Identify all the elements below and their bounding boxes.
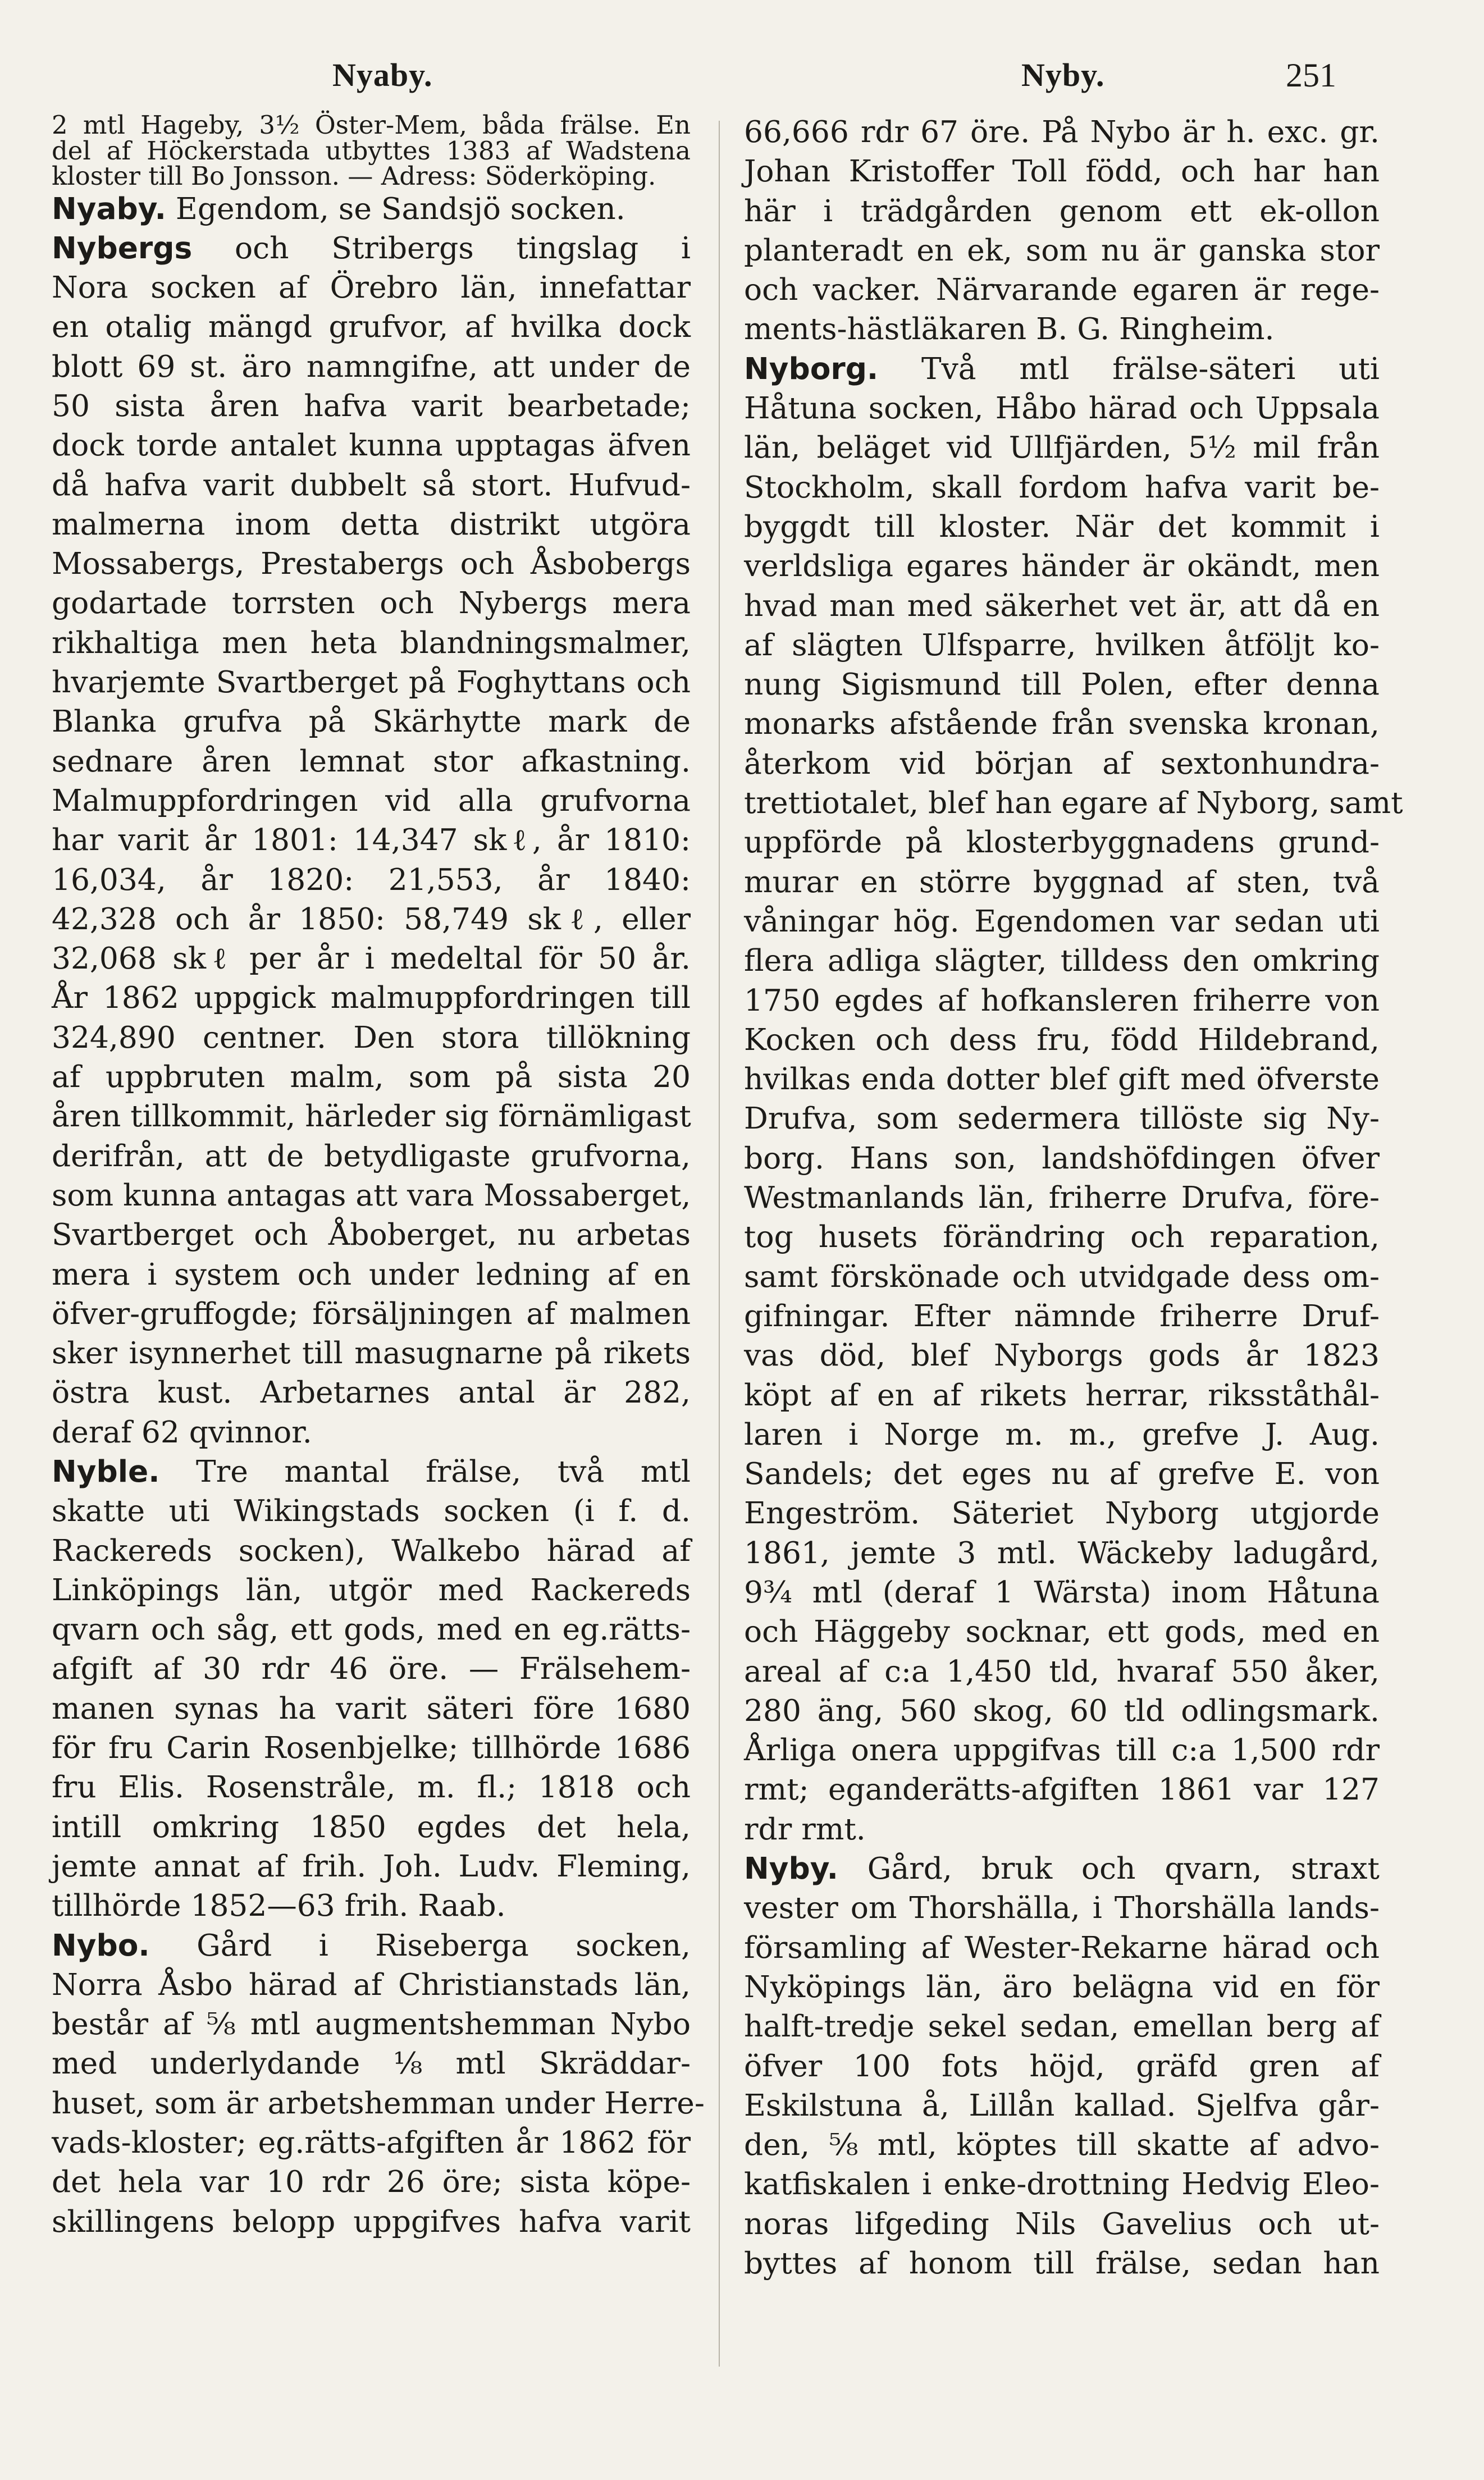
right-line: areal af c:a 1,450 tld, hvaraf 550 åker, xyxy=(744,1653,1380,1689)
right-line: halft-tredje sekel sedan, emellan berg af xyxy=(744,2008,1380,2044)
left-line: Nora socken af Örebro län, innefattar xyxy=(52,270,691,305)
entry-text: Gård i Riseberga socken, xyxy=(149,1927,691,1963)
left-line: sednare åren lemnat stor afkastning. xyxy=(52,743,691,779)
right-line: vester om Thorshälla, i Thorshälla lands- xyxy=(744,1890,1380,1926)
left-line: hvarjemte Svartberget på Foghyttans och xyxy=(52,664,691,700)
running-head-right: Nyby. xyxy=(1021,57,1105,93)
left-line: Norra Åsbo härad af Christianstads län, xyxy=(52,1966,691,2002)
left-line: sker isynnerhet till masugnarne på rikets xyxy=(52,1335,691,1371)
left-line: östra kust. Arbetarnes antal är 282, xyxy=(52,1374,691,1410)
left-line: jemte annat af frih. Joh. Ludv. Fleming, xyxy=(52,1848,691,1884)
entry-text: Två mtl frälse-säteri uti xyxy=(878,350,1380,386)
left-line: Mossabergs, Prestabergs och Åsbobergs xyxy=(52,546,691,582)
right-line: och vacker. Närvarande egaren är rege- xyxy=(744,272,1380,308)
right-line: Stockholm, skall fordom hafva varit be- xyxy=(744,469,1380,505)
left-column xyxy=(52,110,705,2241)
page-number: 251 xyxy=(1286,57,1336,94)
left-line: Svartberget och Åboberget, nu arbetas xyxy=(52,1217,691,1253)
left-line: deraf 62 qvinnor. xyxy=(52,1414,312,1450)
entry-headword: Nyble. xyxy=(52,1454,160,1489)
entry-headword: Nyby. xyxy=(744,1851,838,1887)
right-line: Håtuna socken, Håbo härad och Uppsala xyxy=(744,390,1380,426)
left-line: Malmuppfordringen vid alla grufvorna xyxy=(52,782,691,818)
right-line: köpt af en af rikets herrar, riksståthål- xyxy=(744,1377,1380,1413)
left-line: rikhaltiga men heta blandningsmalmer, xyxy=(52,624,691,660)
right-line: flera adliga slägter, tilldess den omkring xyxy=(744,943,1380,979)
right-line: borg. Hans son, landshöfdingen öfver xyxy=(744,1140,1380,1176)
right-line: byttes af honom till frälse, sedan han xyxy=(744,2245,1380,2281)
left-line: åren tillkommit, härleder sig förnämligast xyxy=(52,1098,691,1134)
left-line: 50 sista åren hafva varit bearbetade; xyxy=(52,387,691,423)
lead-line: kloster till Bo Jonsson. — Adress: Söderköping. xyxy=(52,161,656,191)
right-line xyxy=(744,349,1380,389)
entry-text: och Stribergs tingslag i xyxy=(192,230,691,266)
left-line xyxy=(52,189,691,229)
left-line: af uppbruten malm, som på sista 20 xyxy=(52,1059,691,1095)
left-line: År 1862 uppgick malmuppfordringen till xyxy=(52,980,691,1016)
right-line: noras lifgeding Nils Gavelius och ut- xyxy=(744,2205,1380,2241)
column-divider xyxy=(719,121,720,2367)
left-line: vads-kloster; eg.rätts-afgiften år 1862 för xyxy=(52,2125,691,2161)
entry-headword: Nybo. xyxy=(52,1927,150,1963)
left-line: afgift af 30 rdr 46 öre. — Frälsehem- xyxy=(52,1651,691,1687)
left-line: Blanka grufva på Skärhytte mark de xyxy=(52,704,691,739)
left-line: en otalig mängd grufvor, af hvilka dock xyxy=(52,309,691,345)
right-line: byggdt till kloster. När det kommit i xyxy=(744,508,1380,544)
entry-text: Egendom, se Sandsjö socken. xyxy=(166,190,625,226)
left-line: det hela var 10 rdr 26 öre; sista köpe- xyxy=(52,2164,691,2200)
left-line: qvarn och såg, ett gods, med en eg.rätts- xyxy=(52,1611,691,1647)
left-line: manen synas ha varit säteri före 1680 xyxy=(52,1690,691,1726)
left-line xyxy=(52,229,691,268)
left-line: skillingens belopp uppgifves hafva varit xyxy=(52,2203,691,2239)
right-line: rmt; eganderätts-afgiften 1861 var 127 xyxy=(744,1771,1380,1807)
right-line: Nyköpings län, äro belägna vid en för xyxy=(744,1969,1380,2004)
right-line: och Häggeby socknar, ett gods, med en xyxy=(744,1614,1380,1650)
right-line: 9¾ mtl (deraf 1 Wärsta) inom Håtuna xyxy=(744,1574,1380,1610)
left-line xyxy=(52,1926,691,1965)
right-line: af slägten Ulfsparre, hvilken åtföljt ko- xyxy=(744,627,1380,663)
entry-headword: Nyborg. xyxy=(744,350,879,386)
right-line: 1750 egdes af hofkansleren friherre von xyxy=(744,982,1380,1018)
right-line: ments-hästläkaren B. G. Ringheim. xyxy=(744,311,1275,347)
right-column-text xyxy=(744,112,1403,2283)
right-line: trettiotalet, blef han egare af Nyborg, samt xyxy=(744,785,1403,821)
left-line: med underlydande ⅛ mtl Skräddar- xyxy=(52,2045,691,2081)
entry-headword: Nyaby. xyxy=(52,190,166,226)
right-line: gifningar. Efter nämnde friherre Druf- xyxy=(744,1298,1380,1333)
left-line xyxy=(52,1452,691,1491)
left-line: fru Elis. Rosenstråle, m. fl.; 1818 och xyxy=(52,1769,691,1805)
left-line: Linköpings län, utgör med Rackereds xyxy=(52,1572,691,1607)
right-line: församling af Wester-Rekarne härad och xyxy=(744,1929,1380,1965)
right-line: vas död, blef Nyborgs gods år 1823 xyxy=(744,1337,1380,1373)
right-line: Engeström. Säteriet Nyborg utgjorde xyxy=(744,1495,1380,1531)
right-line: 280 äng, 560 skog, 60 tld odlingsmark. xyxy=(744,1692,1380,1728)
left-line: som kunna antagas att vara Mossaberget, xyxy=(52,1177,691,1213)
left-line: 324,890 centner. Den stora tillökning xyxy=(52,1019,691,1055)
right-line: hvad man med säkerhet vet är, att då en xyxy=(744,587,1380,623)
left-line: blott 69 st. äro namngifne, att under de xyxy=(52,348,691,384)
right-line: Kocken och dess fru, född Hildebrand, xyxy=(744,1021,1380,1057)
right-line: här i trädgården genom ett ek-ollon xyxy=(744,193,1380,229)
right-line: 1861, jemte 3 mtl. Wäckeby ladugård, xyxy=(744,1534,1380,1570)
left-line: 16,034, år 1820: 21,553, år 1840: xyxy=(52,861,691,897)
right-line: planteradt en ek, som nu är ganska stor xyxy=(744,232,1380,268)
right-line: Drufva, som sedermera tillöste sig Ny- xyxy=(744,1100,1380,1136)
left-line: skatte uti Wikingstads socken (i f. d. xyxy=(52,1493,691,1529)
right-line: rdr rmt. xyxy=(744,1811,866,1847)
right-line xyxy=(744,1849,1380,1888)
right-line: hvilkas enda dotter blef gift med öfverste xyxy=(744,1061,1380,1097)
right-line: 66,666 rdr 67 öre. På Nybo är h. exc. gr. xyxy=(744,114,1380,149)
left-line: har varit år 1801: 14,347 skℓ, år 1810: xyxy=(52,822,691,858)
left-line: derifrån, att de betydligaste grufvorna, xyxy=(52,1138,691,1173)
left-line: dock torde antalet kunna upptagas äfven xyxy=(52,427,691,463)
right-column xyxy=(744,112,1403,2283)
continued-entry-note xyxy=(52,112,691,189)
right-line: Eskilstuna å, Lillån kallad. Sjelfva går- xyxy=(744,2087,1380,2123)
lead-line: 2 mtl Hageby, 3½ Öster-Mem, båda frälse. En xyxy=(52,110,691,140)
right-line: våningar hög. Egendomen var sedan uti xyxy=(744,903,1380,939)
left-line: mera i system och under ledning af en xyxy=(52,1256,691,1292)
right-line: Johan Kristoffer Toll född, och har han xyxy=(744,153,1380,189)
running-head-left: Nyaby. xyxy=(332,57,433,93)
right-line: murar en större byggnad af sten, två xyxy=(744,864,1380,899)
right-line: nung Sigismund till Polen, efter denna xyxy=(744,666,1380,702)
right-line: öfver 100 fots höjd, gräfd gren af xyxy=(744,2048,1380,2084)
right-line: verldsliga egares händer är okändt, men xyxy=(744,548,1380,584)
right-line: Westmanlands län, friherre Drufva, före- xyxy=(744,1180,1380,1216)
right-line: uppförde på klosterbyggnadens grund- xyxy=(744,824,1380,860)
left-column-text xyxy=(52,189,705,2241)
right-line: samt förskönade och utvidgade dess om- xyxy=(744,1258,1380,1294)
left-line: intill omkring 1850 egdes det hela, xyxy=(52,1808,691,1844)
entry-text: Gård, bruk och qvarn, straxt xyxy=(838,1851,1380,1887)
right-line: län, beläget vid Ullfjärden, 5½ mil från xyxy=(744,430,1380,465)
left-line: huset, som är arbetshemman under Herre- xyxy=(52,2085,705,2121)
right-line: Sandels; det eges nu af grefve E. von xyxy=(744,1456,1380,1492)
right-line: återkom vid början af sextonhundra- xyxy=(744,745,1380,781)
left-line: för fru Carin Rosenbjelke; tillhörde 1686 xyxy=(52,1730,691,1766)
left-line: består af ⅝ mtl augmentshemman Nybo xyxy=(52,2006,691,2042)
right-line: tog husets förändring och reparation, xyxy=(744,1219,1380,1255)
left-line: då hafva varit dubbelt så stort. Hufvud- xyxy=(52,467,691,503)
left-line: godartade torrsten och Nybergs mera xyxy=(52,585,691,621)
right-line: laren i Norge m. m., grefve J. Aug. xyxy=(744,1416,1380,1452)
lead-line: del af Höckerstada utbyttes 1383 af Wadstena xyxy=(52,135,691,166)
left-line: malmerna inom detta distrikt utgöra xyxy=(52,506,691,542)
left-line: öfver-gruffogde; försäljningen af malmen xyxy=(52,1295,691,1331)
left-line: Rackereds socken), Walkebo härad af xyxy=(52,1532,691,1568)
left-line: tillhörde 1852—63 frih. Raab. xyxy=(52,1888,506,1924)
right-line: Årliga onera uppgifvas till c:a 1,500 rdr xyxy=(744,1732,1380,1768)
right-line: monarks afstående från svenska kronan, xyxy=(744,706,1380,742)
left-line: 32,068 skℓ per år i medeltal för 50 år. xyxy=(52,940,691,976)
entry-headword: Nybergs xyxy=(52,230,193,266)
right-line: katfiskalen i enke-drottning Hedvig Eleo- xyxy=(744,2166,1380,2202)
entry-text: Tre mantal frälse, två mtl xyxy=(159,1454,691,1489)
right-line: den, ⅝ mtl, köptes till skatte af advo- xyxy=(744,2127,1380,2163)
left-line: 42,328 och år 1850: 58,749 skℓ, eller xyxy=(52,901,691,937)
